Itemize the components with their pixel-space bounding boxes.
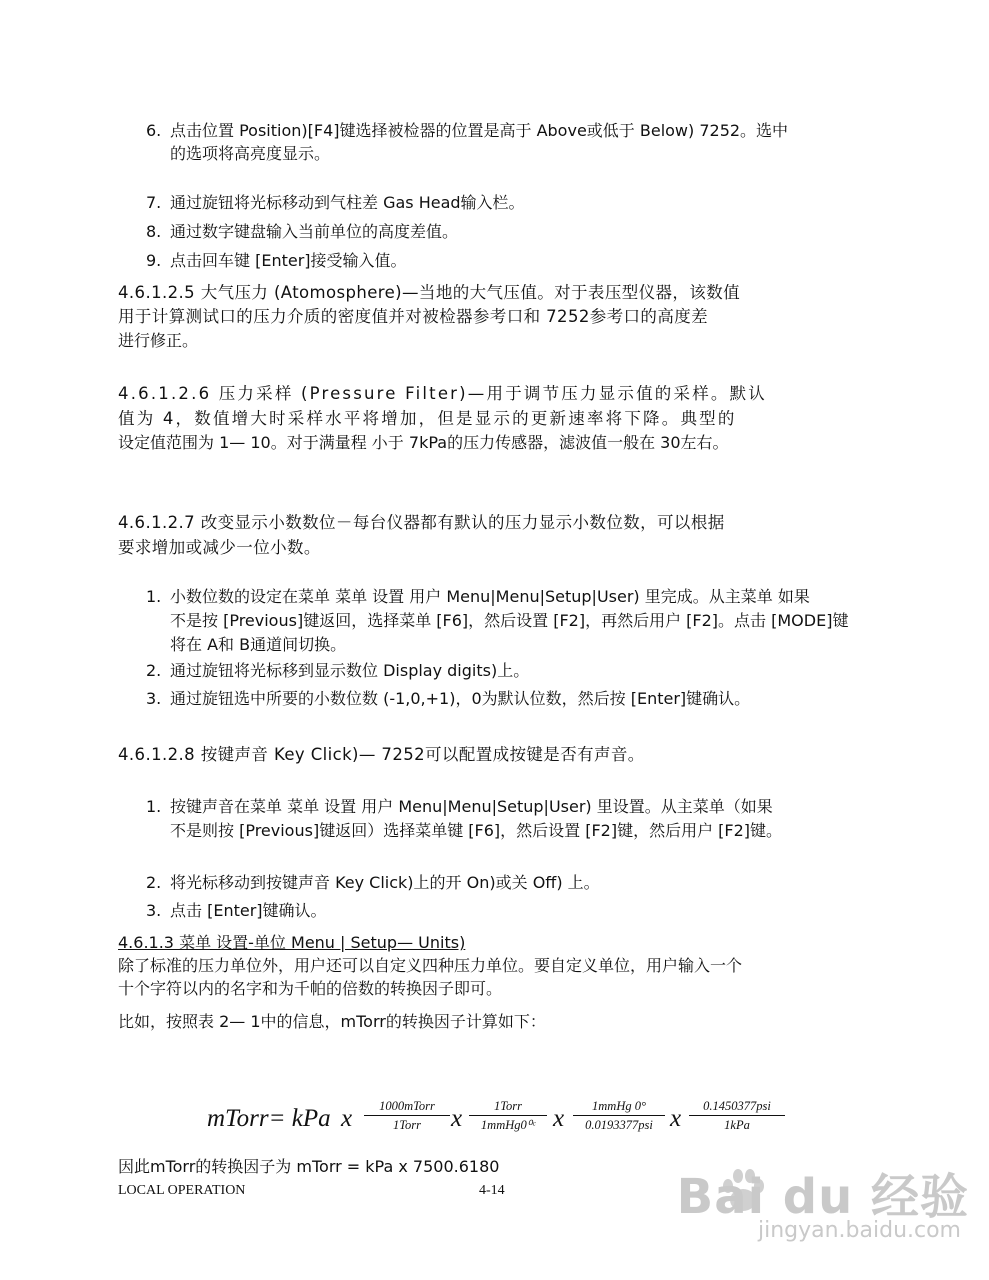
formula-times: x xyxy=(341,1105,353,1132)
list-item: 3. 点击 [Enter]键确认。 xyxy=(146,901,327,920)
list-item: 8. 通过数字键盘输入当前单位的高度差值。 xyxy=(146,222,459,241)
formula-fraction: 1Torr 1mmHg0⁰ᶜ xyxy=(469,1098,547,1133)
section-4-6-1-2-8-line: 4.6.1.2.8 按键声音 Key Click)— 7252可以配置成按键是否有声音。 xyxy=(118,745,645,764)
formula-times: x xyxy=(553,1105,565,1132)
footer-title: LOCAL OPERATION xyxy=(118,1183,246,1198)
section-4-6-1-2-6-line: 4.6.1.2.6 压力采样 (Pressure Filter)—用于调节压力显示值的采样。默认 xyxy=(118,384,767,403)
watermark xyxy=(669,1158,969,1258)
list-item-continuation: 的选项将高亮度显示。 xyxy=(170,144,331,163)
section-4-6-1-2-7-line: 4.6.1.2.7 改变显示小数数位－每台仪器都有默认的压力显示小数位数，可以根据 xyxy=(118,513,725,532)
list-item: 9. 点击回车键 [Enter]接受输入值。 xyxy=(146,251,407,270)
formula-times: x xyxy=(670,1105,682,1132)
list-item-continuation: 将在 A和 B通道间切换。 xyxy=(170,635,347,654)
section-4-6-1-3-line: 除了标准的压力单位外，用户还可以自定义四种压力单位。要自定义单位，用户输入一个 xyxy=(118,956,743,975)
list-item-continuation: 不是按 [Previous]键返回，选择菜单 [F6]，然后设置 [F2]，再然后用户 [F2]。点击 [MODE]键 xyxy=(170,611,849,630)
formula-fraction: 1mmHg 0° 0.0193377psi xyxy=(573,1098,665,1133)
list-item: 3. 通过旋钮选中所要的小数位数 (-1,0,+1)，0为默认位数，然后按 [Enter]键确认。 xyxy=(146,689,751,708)
list-item: 7. 通过旋钮将光标移动到气柱差 Gas Head输入栏。 xyxy=(146,193,525,212)
formula-fraction: 0.1450377psi 1kPa xyxy=(689,1098,785,1133)
section-4-6-1-2-5-line: 4.6.1.2.5 大气压力 (Atomosphere)—当地的大气压值。对于表压型仪器，该数值 xyxy=(118,283,741,302)
list-item: 6. 点击位置 Position)[F4]键选择被检器的位置是高于 Above或低于 Below) 7252。选中 xyxy=(146,121,789,140)
list-item-continuation: 不是则按 [Previous]键返回）选择菜单键 [F6]，然后设置 [F2]键，然后用户 [F2]键。 xyxy=(170,821,783,840)
result-line: 因此mTorr的转换因子为 mTorr = kPa x 7500.6180 xyxy=(118,1157,500,1176)
section-4-6-1-2-6-line: 设定值范围为 1— 10。对于满量程 小于 7kPa的压力传感器，滤波值一般在 30左右。 xyxy=(118,433,729,452)
page-number: 4-14 xyxy=(479,1183,505,1198)
list-item: 1. 按键声音在菜单 菜单 设置 用户 Menu|Menu|Setup|User) 里设置。从主菜单（如果 xyxy=(146,797,773,816)
section-4-6-1-2-5-line: 用于计算测试口的压力介质的密度值并对被检器参考口和 7252参考口的高度差 xyxy=(118,307,709,326)
section-4-6-1-2-5-line: 进行修正。 xyxy=(118,331,199,350)
formula-times: x xyxy=(451,1105,463,1132)
section-4-6-1-2-7-line: 要求增加或减少一位小数。 xyxy=(118,538,321,557)
formula-fraction: 1000mTorr 1Torr xyxy=(364,1098,450,1133)
section-4-6-1-3-heading: 4.6.1.3 菜单 设置-单位 Menu | Setup— Units) xyxy=(118,933,466,952)
conversion-formula xyxy=(207,1094,807,1150)
list-item: 1. 小数位数的设定在菜单 菜单 设置 用户 Menu|Menu|Setup|User) 里完成。从主菜单 如果 xyxy=(146,587,810,606)
watermark-logo: Bai du 经验 xyxy=(676,1169,969,1225)
watermark-url: jingyan.baidu.com xyxy=(757,1218,961,1243)
section-4-6-1-3-line: 十个字符以内的名字和为千帕的倍数的转换因子即可。 xyxy=(118,979,503,998)
formula-lhs: mTorr= kPa xyxy=(207,1105,331,1132)
section-4-6-1-3-line: 比如，按照表 2— 1中的信息，mTorr的转换因子计算如下： xyxy=(118,1012,546,1031)
section-4-6-1-2-6-line: 值为 4，数值增大时采样水平将增加，但是显示的更新速率将下降。典型的 xyxy=(118,409,737,428)
list-item: 2. 将光标移动到按键声音 Key Click)上的开 On)或关 Off) 上。 xyxy=(146,873,600,892)
list-item: 2. 通过旋钮将光标移到显示数位 Display digits)上。 xyxy=(146,661,530,680)
